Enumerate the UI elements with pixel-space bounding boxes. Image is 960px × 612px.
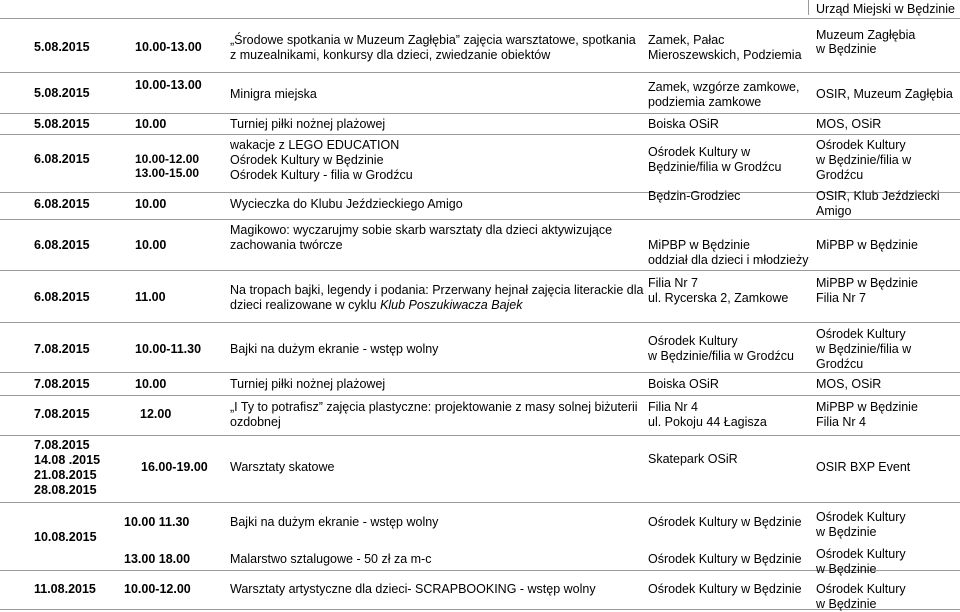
row-organizer-line: MOS, OSiR xyxy=(816,117,882,131)
row-organizer-line: OSIR BXP Event xyxy=(816,460,911,474)
row-place-line: Będzin-Grodziec xyxy=(648,189,741,203)
row-place-line: Ośrodek Kultury xyxy=(648,334,738,348)
row-date: 7.08.2015 xyxy=(34,438,90,452)
row-time: 10.00 xyxy=(135,238,167,252)
row-time: 10.00 11.30 xyxy=(124,515,190,529)
row-time: 10.00 xyxy=(135,377,167,391)
row-place-line: Ośrodek Kultury w xyxy=(648,145,751,159)
row-organizer-line: w Będzinie xyxy=(816,42,877,56)
row-date: 7.08.2015 xyxy=(34,377,90,391)
row-date: 5.08.2015 xyxy=(34,117,90,131)
row-date: 5.08.2015 xyxy=(34,40,90,54)
row-time: 10.00-13.00 xyxy=(135,78,202,92)
row-place-line: MiPBP w Będzinie xyxy=(648,238,750,252)
row-organizer-line: Filia Nr 4 xyxy=(816,415,867,429)
row-organizer-line: Ośrodek Kultury xyxy=(816,510,906,524)
row-event: Magikowo: wyczarujmy sobie skarb warsztaty dla dzieci aktywizujące zachowania twórcze xyxy=(230,223,613,252)
row-organizer-line: MiPBP w Będzinie xyxy=(816,238,918,252)
row-organizer-line: Ośrodek Kultury xyxy=(816,327,906,341)
row-place-line: Zamek, Pałac xyxy=(648,33,725,47)
row-event xyxy=(230,283,645,313)
row-time: 16.00-19.00 xyxy=(141,460,208,474)
row-organizer-line: MiPBP w Będzinie xyxy=(816,400,918,414)
row-organizer-line: OSIR, Klub Jeździecki xyxy=(816,189,940,203)
row-organizer-line: Grodźcu xyxy=(816,357,864,371)
row-place-line: ul. Rycerska 2, Zamkowe xyxy=(648,291,789,305)
row-date: 6.08.2015 xyxy=(34,152,90,166)
row-event: „Środowe spotkania w Muzeum Zagłębia” zajęcia warsztatowe, spotkania z muzealnikami, konkursy dla dzieci, zwiedzanie obiektów xyxy=(230,33,636,62)
row-place-line: Mieroszewskich, Podziemia xyxy=(648,48,802,62)
row-event: Warsztaty artystyczne dla dzieci- SCRAPBOOKING - wstęp wolny xyxy=(230,582,596,596)
row-time: 10.00-13.00 xyxy=(135,40,202,54)
row-event: Bajki na dużym ekranie - wstęp wolny xyxy=(230,342,439,356)
row-date: 7.08.2015 xyxy=(34,407,90,421)
row-place-line: ul. Pokoju 44 Łagisza xyxy=(648,415,767,429)
row-organizer-line: Muzeum Zagłębia xyxy=(816,28,916,42)
row-organizer-line: w Będzinie/filia w xyxy=(816,153,912,167)
row-date: 6.08.2015 xyxy=(34,238,90,252)
row-place-line: Skatepark OSiR xyxy=(648,452,738,466)
row-event-series: Klub Poszukiwacza Bajek xyxy=(380,298,523,312)
row-event: Wycieczka do Klubu Jeździeckiego Amigo xyxy=(230,197,463,211)
row-time: 10.00 xyxy=(135,197,167,211)
row-event-text: Na tropach bajki, legendy i podania: Przerwany hejnał zajęcia literackie dla dzieci realizowane w cyklu xyxy=(230,283,644,312)
row-date: 5.08.2015 xyxy=(34,86,90,100)
row-place-line: Ośrodek Kultury w Będzinie xyxy=(648,552,802,566)
row-organizer-line: MiPBP w Będzinie xyxy=(816,276,918,290)
row-place-line: podziemia zamkowe xyxy=(648,95,762,109)
header-institution: Urząd Miejski w Będzinie xyxy=(816,2,955,16)
row-event: Minigra miejska xyxy=(230,87,317,101)
row-place-line: Będzinie/filia w Grodźcu xyxy=(648,160,782,174)
row-date: 11.08.2015 xyxy=(34,582,96,596)
row-place-line: Filia Nr 7 xyxy=(648,276,699,290)
row-organizer-line: Ośrodek Kultury xyxy=(816,582,906,596)
row-organizer-line: OSIR, Muzeum Zagłębia xyxy=(816,87,953,101)
row-place-line: oddział dla dzieci i młodzieży xyxy=(648,253,809,267)
row-place-line: Ośrodek Kultury w Będzinie xyxy=(648,582,802,596)
row-place-line: Filia Nr 4 xyxy=(648,400,699,414)
row-place-line: Zamek, wzgórze zamkowe, xyxy=(648,80,800,94)
row-organizer-line: MOS, OSiR xyxy=(816,377,882,391)
row-place-line: Ośrodek Kultury w Będzinie xyxy=(648,515,802,529)
row-date: 28.08.2015 xyxy=(34,483,97,497)
row-time: 12.00 xyxy=(140,407,172,421)
row-organizer-line: Ośrodek Kultury xyxy=(816,138,906,152)
row-date: 21.08.2015 xyxy=(34,468,97,482)
row-organizer-line: w Będzinie/filia w xyxy=(816,342,912,356)
row-event: wakacje z LEGO EDUCATION xyxy=(230,138,400,152)
row-place-line: w Będzinie/filia w Grodźcu xyxy=(648,349,794,363)
row-organizer-line: Filia Nr 7 xyxy=(816,291,867,305)
row-event: Warsztaty skatowe xyxy=(230,460,335,474)
row-place-line: Boiska OSiR xyxy=(648,117,719,131)
row-date: 7.08.2015 xyxy=(34,342,90,356)
row-organizer-line: Grodźcu xyxy=(816,168,864,182)
row-organizer-line: w Będzinie xyxy=(816,562,877,576)
row-date: 10.08.2015 xyxy=(34,530,97,544)
row-time: 13.00-15.00 xyxy=(135,166,200,180)
row-time: 10.00-12.00 xyxy=(124,582,191,596)
row-event: Ośrodek Kultury - filia w Grodźcu xyxy=(230,168,413,182)
row-date: 6.08.2015 xyxy=(34,197,90,211)
row-date: 6.08.2015 xyxy=(34,290,90,304)
row-event: Malarstwo sztalugowe - 50 zł za m-c xyxy=(230,552,432,566)
row-event: „I Ty to potrafisz” zajęcia plastyczne: projektowanie z masy solnej biżuterii ozdobnej xyxy=(230,400,638,429)
row-organizer-line: Ośrodek Kultury xyxy=(816,547,906,561)
row-time: 11.00 xyxy=(135,290,166,304)
row-event: Bajki na dużym ekranie - wstęp wolny xyxy=(230,515,439,529)
row-organizer-line: w Będzinie xyxy=(816,597,877,611)
row-date: 14.08 .2015 xyxy=(34,453,101,467)
row-organizer-line: Amigo xyxy=(816,204,852,218)
row-place-line: Boiska OSiR xyxy=(648,377,719,391)
row-time: 10.00-12.00 xyxy=(135,152,200,166)
row-time: 13.00 18.00 xyxy=(124,552,191,566)
row-event: Turniej piłki nożnej plażowej xyxy=(230,117,386,131)
row-time: 10.00-11.30 xyxy=(135,342,202,356)
row-time: 10.00 xyxy=(135,117,167,131)
row-organizer-line: w Będzinie xyxy=(816,525,877,539)
row-event: Ośrodek Kultury w Będzinie xyxy=(230,153,384,167)
row-event: Turniej piłki nożnej plażowej xyxy=(230,377,386,391)
